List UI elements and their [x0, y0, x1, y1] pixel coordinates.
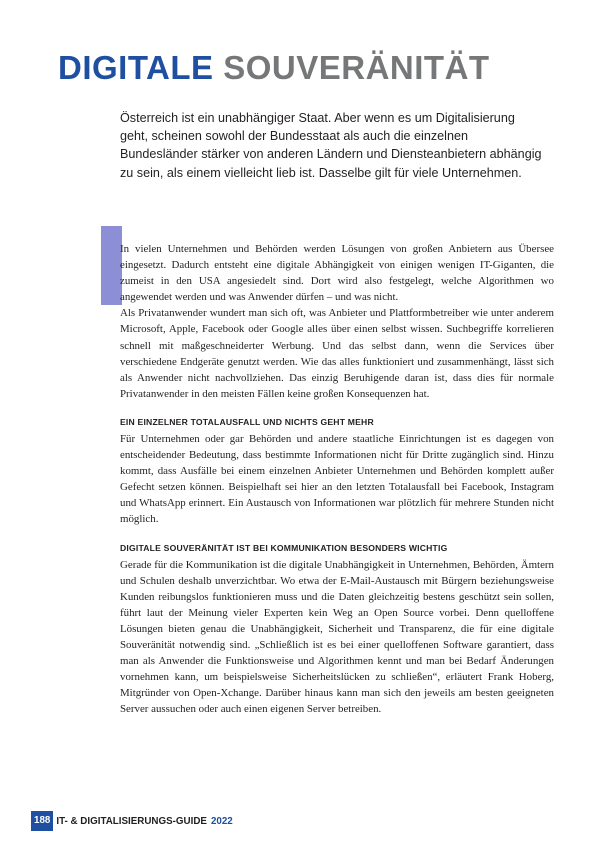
body-paragraph-1: In vielen Unternehmen und Behörden werden Lösungen von großen Anbietern aus Übersee eingesetzt. Dadurch entsteht eine digitale Abhängigkeit von einigen wenigen IT-Giganten, die zumeist in den USA angesiedelt sind. Dort wird also festgelegt, welche Algorithmen wo angewendet werden und was Anwender dürfen – und was nicht. [120, 243, 554, 304]
body-paragraph-4: Gerade für die Kommunikation ist die digitale Unabhängigkeit in Unternehmen, Behörden, Ämtern und Schulen deshalb unverzichtbar. Wo etwa der E-Mail-Austausch mit Bürgern beziehungsweise Kunden reibungslos funktionieren muss und die Daten gleichzeitig bestens geschützt sein sollen, führt laut der Meinung vieler Experten kein Weg an Open Source vorbei. Denn quelloffene Lösungen bieten genau die Unabhängigkeit, Sicherheit und Transparenz, die für eine digitale Souveränität notwendig sind. „Schließlich ist es bei einer quelloffenen Software garantiert, dass man als Anwender die Funktionsweise und Algorithmen kennt und man bei Bedarf Änderungen vornehmen kann, um beispielsweise Sicherheitslücken zu schließen“, erläutert Frank Hoberg, Mitgründer von Open-Xchange. Darüber hinaus kann man sich den jeweils am besten geeigneten Server aussuchen oder auch einen eigenen Server betreiben. [120, 558, 554, 716]
article-body [120, 241, 554, 717]
body-paragraph-3: Für Unternehmen oder gar Behörden und andere staatliche Einrichtungen ist es dagegen von entscheidender Bedeutung, dass bestimmte Informationen nicht für Dritte zugänglich sind. Hinzu kommt, dass Ausfälle bei einem einzelnen Anbieter Unternehmen und Behörden komplett außer Gefecht setzen können. Beispielhaft sei hier an den letzten Totalausfall bei Facebook, Instagram und WhatsApp erinnert. Ein Austausch von Informationen war plötzlich für mehrere Stunden nicht möglich. [120, 432, 554, 526]
body-paragraph-2: Als Privatanwender wundert man sich oft, was Anbieter und Plattformbetreiber wie unter anderem Microsoft, Apple, Facebook oder Google alles über einen selbst wissen. Suchbegriffe korrelieren schnell mit maßgeschneiderter Werbung. Und das selbst dann, wenn die Services über verschiedene Endgeräte genutzt werden. Wie das alles funktioniert und zusammenhängt, lässt sich als Anwender nicht nachvollziehen. Das einzig Beruhigende daran ist, dass dies für normale Privatanwender in den meisten Fällen keine großen Konsequenzen hat. [120, 307, 554, 400]
page-number: 188 [31, 811, 53, 831]
page-footer [31, 811, 233, 831]
page-title [58, 48, 490, 88]
title-word-digitale: DIGITALE [58, 49, 214, 86]
guide-name: IT- & DIGITALISIERUNGS-GUIDE [56, 815, 207, 827]
decorative-accent-bar [101, 226, 122, 305]
section-heading-kommunikation: DIGITALE SOUVERÄNITÄT IST BEI KOMMUNIKATION BESONDERS WICHTIG [120, 542, 448, 553]
title-word-souveraenitaet: SOUVERÄNITÄT [223, 49, 490, 86]
guide-year: 2022 [210, 815, 233, 827]
lead-paragraph: Österreich ist ein unabhängiger Staat. Aber wenn es um Digitalisierung geht, scheinen sowohl der Bundesstaat als auch die einzelnen Bundesländer stärker von anderen Ländern und Diensteanbietern abhängig zu sein, als einem vielleicht lieb ist. Dasselbe gilt für viele Unternehmen. [120, 111, 542, 180]
section-heading-totalausfall: EIN EINZELNER TOTALAUSFALL UND NICHTS GEHT MEHR [120, 416, 374, 427]
